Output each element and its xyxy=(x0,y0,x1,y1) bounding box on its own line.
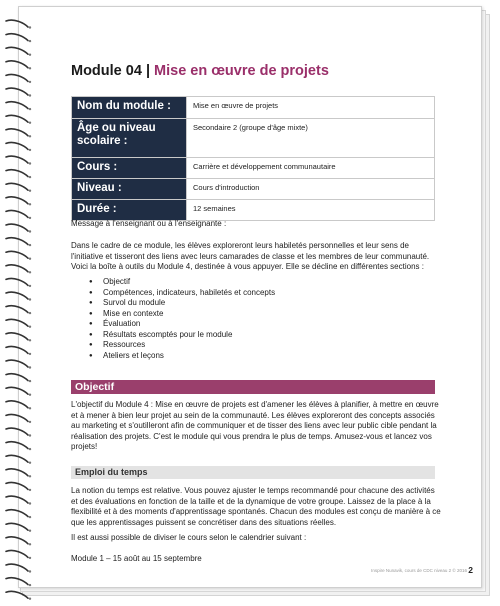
row-label: Niveau : xyxy=(72,179,187,200)
page-title xyxy=(71,63,329,79)
spiral-hole xyxy=(29,421,31,423)
list-item: ● Mise en contexte xyxy=(103,309,275,320)
table-row xyxy=(72,158,435,179)
emploi-heading: Emploi du temps xyxy=(71,466,435,479)
spiral-hole xyxy=(29,67,31,69)
list-item: ● Ateliers et leçons xyxy=(103,351,275,362)
row-label: Cours : xyxy=(72,158,187,179)
spiral-hole xyxy=(29,448,31,450)
spiral-coil xyxy=(6,401,28,408)
spiral-coil xyxy=(6,88,28,95)
spiral-coil xyxy=(6,564,28,571)
spiral-hole xyxy=(29,285,31,287)
title-separator: | xyxy=(145,63,150,79)
calendar-entry: Module 1 – 15 août au 15 septembre xyxy=(71,554,202,563)
spiral-coil xyxy=(6,156,28,163)
spiral-hole xyxy=(29,230,31,232)
spiral-hole xyxy=(29,135,31,137)
spiral-coil xyxy=(6,319,28,326)
spiral-hole xyxy=(29,353,31,355)
spiral-coil xyxy=(6,210,28,217)
spiral-hole xyxy=(29,244,31,246)
spiral-coil xyxy=(6,47,28,54)
spiral-coil xyxy=(6,523,28,530)
spiral-hole xyxy=(29,502,31,504)
spiral-coil xyxy=(6,346,28,353)
message-heading: Message à l'enseignant ou à l'enseignante : xyxy=(71,219,227,228)
title-module: Module 04 xyxy=(71,63,142,79)
list-item: ● Résultats escomptés pour le module xyxy=(103,330,275,341)
intro-paragraph: Dans le cadre de ce module, les élèves exploreront leurs habiletés personnelles et leur sens de l'initiative et tisseront des liens avec leurs camarades de classe et les membres de leur communauté. Voici la boîte à outils du Module 4, destinée à vous appuyer. Elle se décline en différentes sections : xyxy=(71,241,430,272)
row-label: Âge ou niveau scolaire : xyxy=(72,119,187,158)
spiral-coil xyxy=(6,414,28,421)
spiral-coil xyxy=(6,292,28,299)
spiral-coil xyxy=(6,537,28,544)
spiral-coil xyxy=(6,129,28,136)
spiral-coil xyxy=(6,387,28,394)
spiral-hole xyxy=(29,108,31,110)
spiral-coil xyxy=(6,170,28,177)
spiral-coil xyxy=(6,238,28,245)
spiral-hole xyxy=(29,434,31,436)
list-item: ● Ressources xyxy=(103,340,275,351)
spiral-hole xyxy=(29,298,31,300)
spiral-coil xyxy=(6,469,28,476)
spiral-hole xyxy=(29,516,31,518)
spiral-hole xyxy=(29,94,31,96)
table-row xyxy=(72,200,435,221)
spiral-hole xyxy=(29,462,31,464)
spiral-coil xyxy=(6,115,28,122)
spiral-hole xyxy=(29,598,31,600)
spiral-coil xyxy=(6,278,28,285)
spiral-hole xyxy=(29,203,31,205)
spiral-coil xyxy=(6,61,28,68)
spiral-hole xyxy=(29,543,31,545)
spiral-hole xyxy=(29,557,31,559)
spiral-hole xyxy=(29,217,31,219)
spiral-coil xyxy=(6,197,28,204)
spiral-coil xyxy=(6,442,28,449)
spiral-hole xyxy=(29,162,31,164)
list-item: ● Objectif xyxy=(103,277,275,288)
spiral-coil xyxy=(6,428,28,435)
spiral-hole xyxy=(29,339,31,341)
spiral-coil xyxy=(6,265,28,272)
spiral-coil xyxy=(6,102,28,109)
spiral-coil xyxy=(6,74,28,81)
spiral-hole xyxy=(29,149,31,151)
spiral-hole xyxy=(29,40,31,42)
objectif-paragraph: L'objectif du Module 4 : Mise en œuvre de projets est d'amener les élèves à planifier, à mettre en œuvre et à mener à bien leur projet au sein de la communauté. Les élèves exploreront des concepts associés au marketing et s'outilleront afin de communiquer et de tisser des liens avec leur public cible pendant la réalisation des projets. C'est le module qui vous prendra le plus de temps. Amusez-vous et lancez vos projets! xyxy=(71,400,439,452)
spiral-coil xyxy=(6,455,28,462)
spiral-hole xyxy=(29,475,31,477)
spiral-hole xyxy=(29,584,31,586)
spiral-coil xyxy=(6,550,28,557)
spiral-coil xyxy=(6,183,28,190)
spiral-coil xyxy=(6,578,28,585)
spiral-hole xyxy=(29,81,31,83)
spiral-coil xyxy=(6,142,28,149)
row-value: Cours d'introduction xyxy=(187,179,435,200)
spiral-hole xyxy=(29,380,31,382)
page-footer: Inspire Nunavik, cours de CDC niveau 2 © 2016 xyxy=(371,568,467,573)
title-subject: Mise en œuvre de projets xyxy=(154,63,329,79)
emploi-paragraph: La notion du temps est relative. Vous pouvez ajuster le temps recommandé pour chacune des activités et des évaluations en fonction de la taille et de la dynamique de votre groupe. Laissez de la place à la flexibilité et à des moments d'apprentissage spontanés. Chacun des modules est conçu de manière à ce que les apprentissages puissent se concrétiser dans des situations réelles. xyxy=(71,486,441,527)
list-item: ● Compétences, indicateurs, habiletés et concepts xyxy=(103,288,275,299)
spiral-hole xyxy=(29,26,31,28)
row-value: Mise en œuvre de projets xyxy=(187,97,435,119)
spiral-coil xyxy=(6,510,28,517)
spiral-hole xyxy=(29,407,31,409)
spiral-hole xyxy=(29,326,31,328)
spiral-hole xyxy=(29,258,31,260)
calendar-intro: Il est aussi possible de diviser le cours selon le calendrier suivant : xyxy=(71,533,307,542)
spiral-hole xyxy=(29,394,31,396)
spiral-coil xyxy=(6,306,28,313)
spiral-hole xyxy=(29,530,31,532)
page-number: 2 xyxy=(468,565,473,575)
spiral-hole xyxy=(29,271,31,273)
spiral-coil xyxy=(6,482,28,489)
objectif-heading: Objectif xyxy=(71,380,435,394)
table-row xyxy=(72,97,435,119)
spiral-coil xyxy=(6,34,28,41)
row-value: 12 semaines xyxy=(187,200,435,221)
spiral-hole xyxy=(29,190,31,192)
row-value: Carrière et développement communautaire xyxy=(187,158,435,179)
document-page xyxy=(18,6,482,588)
table-row xyxy=(72,119,435,158)
spiral-hole xyxy=(29,122,31,124)
sections-list xyxy=(71,277,275,361)
module-info-table xyxy=(71,96,435,221)
list-item: ● Évaluation xyxy=(103,319,275,330)
spiral-coil xyxy=(6,20,28,27)
spiral-coil xyxy=(6,496,28,503)
spiral-binding xyxy=(0,0,42,606)
spiral-hole xyxy=(29,366,31,368)
spiral-coil xyxy=(6,251,28,258)
row-value: Secondaire 2 (groupe d'âge mixte) xyxy=(187,119,435,158)
row-label: Durée : xyxy=(72,200,187,221)
spiral-coil xyxy=(6,374,28,381)
list-item: ● Survol du module xyxy=(103,298,275,309)
spiral-hole xyxy=(29,54,31,56)
spiral-coil xyxy=(6,224,28,231)
spiral-coil xyxy=(6,333,28,340)
row-label: Nom du module : xyxy=(72,97,187,119)
table-row xyxy=(72,179,435,200)
spiral-coil xyxy=(6,591,28,598)
spiral-hole xyxy=(29,312,31,314)
spiral-hole xyxy=(29,489,31,491)
spiral-hole xyxy=(29,176,31,178)
spiral-hole xyxy=(29,570,31,572)
spiral-coil xyxy=(6,360,28,367)
